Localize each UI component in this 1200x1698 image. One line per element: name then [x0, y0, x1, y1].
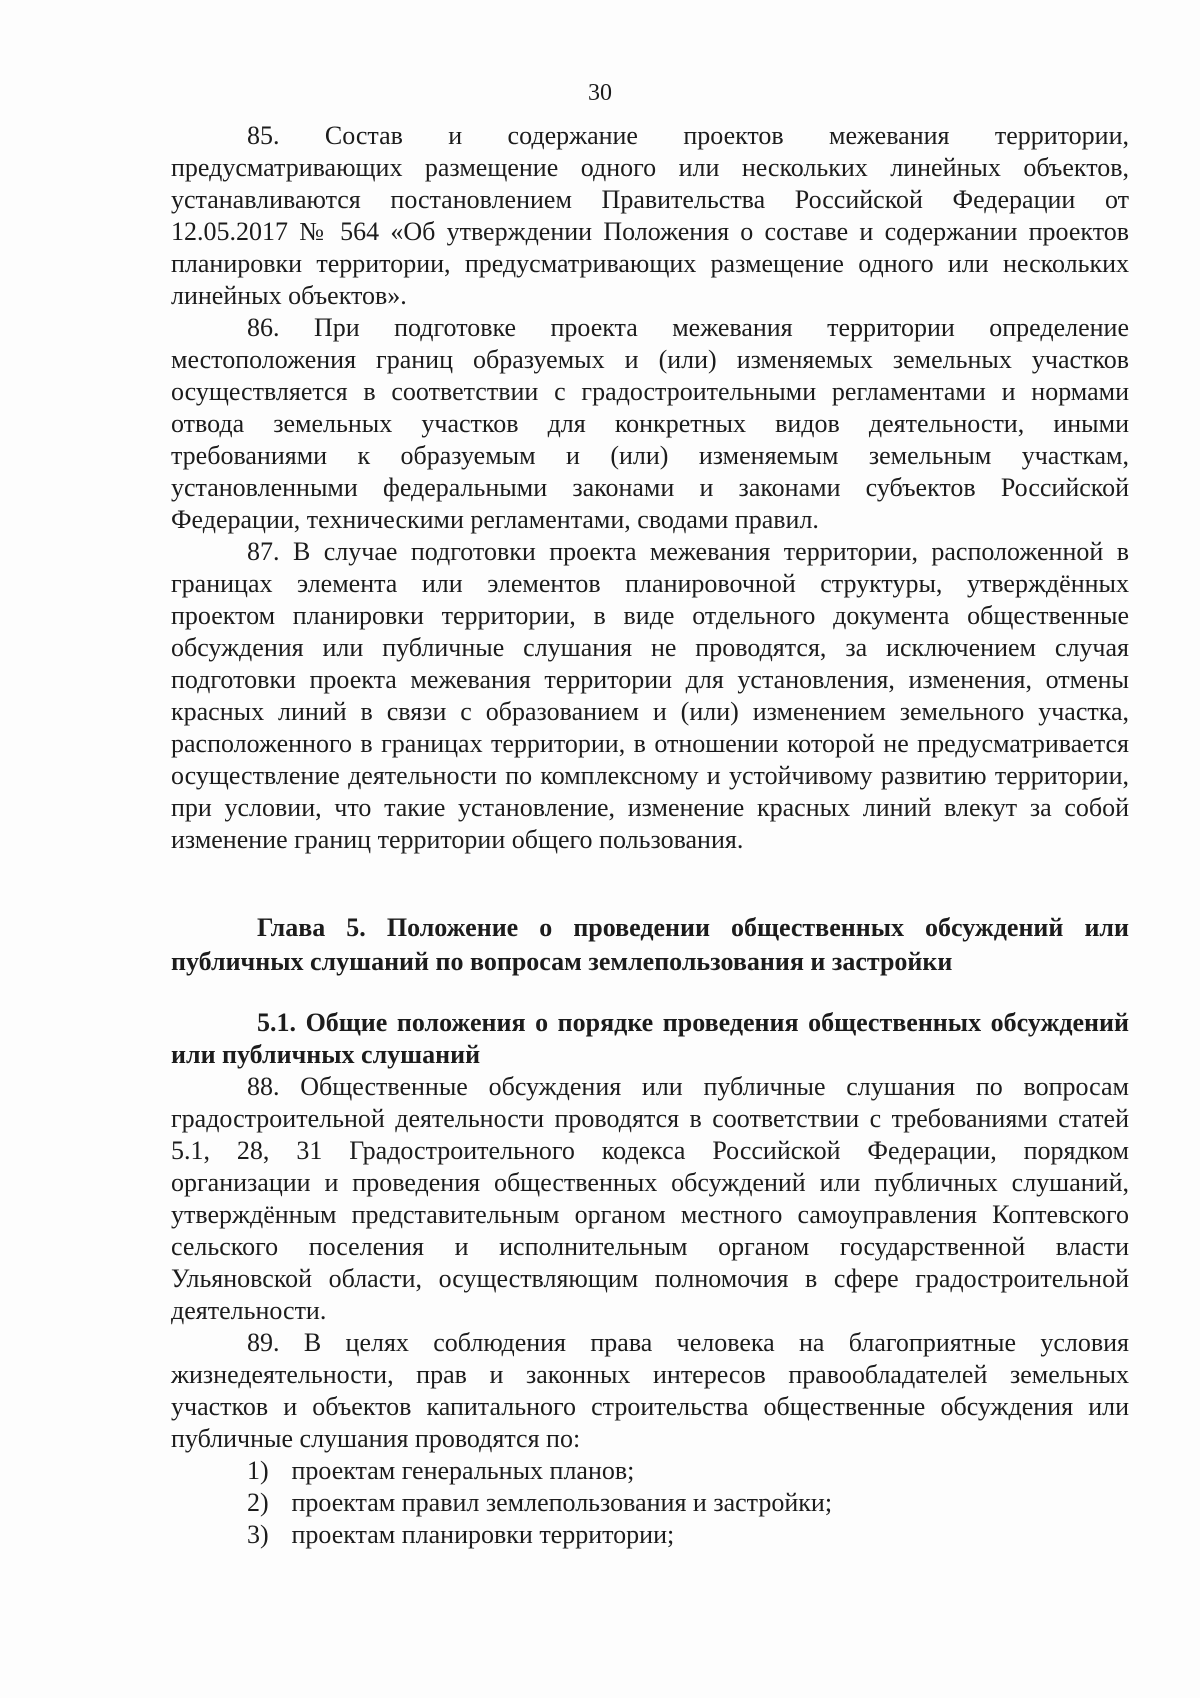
list-item: [171, 1487, 1129, 1519]
hearing-subjects-list: [171, 1455, 1129, 1551]
chapter-heading: Глава 5. Положение о проведении общественных обсуждений или публичных слушаний по вопросам землепользования и застройки: [171, 913, 1129, 976]
paragraph-number: 87.: [247, 537, 280, 566]
page-number: 30: [588, 80, 612, 106]
list-item-text: проектам правил землепользования и застройки;: [291, 1488, 833, 1517]
list-item-text: проектам планировки территории;: [291, 1520, 675, 1549]
paragraph-87: [171, 536, 1129, 856]
paragraph-number: 88.: [247, 1072, 280, 1101]
list-item: [171, 1519, 1129, 1551]
section-heading: 5.1. Общие положения о порядке проведения общественных обсуждений или публичных слушаний: [171, 1008, 1129, 1069]
document-body: [171, 120, 1129, 1551]
list-item-text: проектам генеральных планов;: [291, 1456, 635, 1485]
list-item-number: 3): [247, 1520, 269, 1549]
paragraph-89: [171, 1327, 1129, 1455]
paragraph-86: [171, 312, 1129, 536]
paragraph-85: [171, 120, 1129, 312]
paragraph-number: 89.: [247, 1328, 280, 1357]
list-item: [171, 1455, 1129, 1487]
paragraph-text: В целях соблюдения права человека на благоприятные условия жизнедеятельности, прав и законных интересов правообладателей земельных участков и объектов капитального строительства общественные обсуждения или публичные слушания проводятся по:: [171, 1328, 1129, 1453]
paragraph-text: В случае подготовки проекта межевания территории, расположенной в границах элемента или элементов планировочной структуры, утверждённых проектом планировки территории, в виде отдельного документа общественные обсуждения или публичные слушания не проводятся, за исключением случая подготовки проекта межевания территории для установления, изменения, отмены красных линий в связи с образованием и (или) изменением земельного участка, расположенного в границах территории, в отношении которой не предусматривается осуществление деятельности по комплексному и устойчивому развитию территории, при условии, что такие установление, изменение красных линий влекут за собой изменение границ территории общего пользования.: [171, 537, 1129, 854]
list-item-number: 2): [247, 1488, 269, 1517]
paragraph-text: Состав и содержание проектов межевания территории, предусматривающих размещение одного или нескольких линейных объектов, устанавливаются постановлением Правительства Российской Федерации от 12.05.2017 № 564 «Об утверждении Положения о составе и содержании проектов планировки территории, предусматривающих размещение одного или нескольких линейных объектов».: [171, 121, 1130, 310]
paragraph-number: 85.: [247, 121, 280, 150]
paragraph-88: [171, 1071, 1129, 1327]
list-item-number: 1): [247, 1456, 269, 1485]
paragraph-text: Общественные обсуждения или публичные слушания по вопросам градостроительной деятельности проводятся в соответствии с требованиями статей 5.1, 28, 31 Градостроительного кодекса Российской Федерации, порядком организации и проведения общественных обсуждений или публичных слушаний, утверждённым представительным органом местного самоуправления Коптевского сельского поселения и исполнительным органом государственной власти Ульяновской области, осуществляющим полномочия в сфере градостроительной деятельности.: [171, 1072, 1129, 1325]
paragraph-text: При подготовке проекта межевания территории определение местоположения границ образуемых и (или) изменяемых земельных участков осуществляется в соответствии с градостроительными регламентами и нормами отвода земельных участков для конкретных видов деятельности, иными требованиями к образуемым и (или) изменяемым земельным участкам, установленными федеральными законами и законами субъектов Российской Федерации, техническими регламентами, сводами правил.: [171, 313, 1129, 534]
paragraph-number: 86.: [247, 313, 280, 342]
